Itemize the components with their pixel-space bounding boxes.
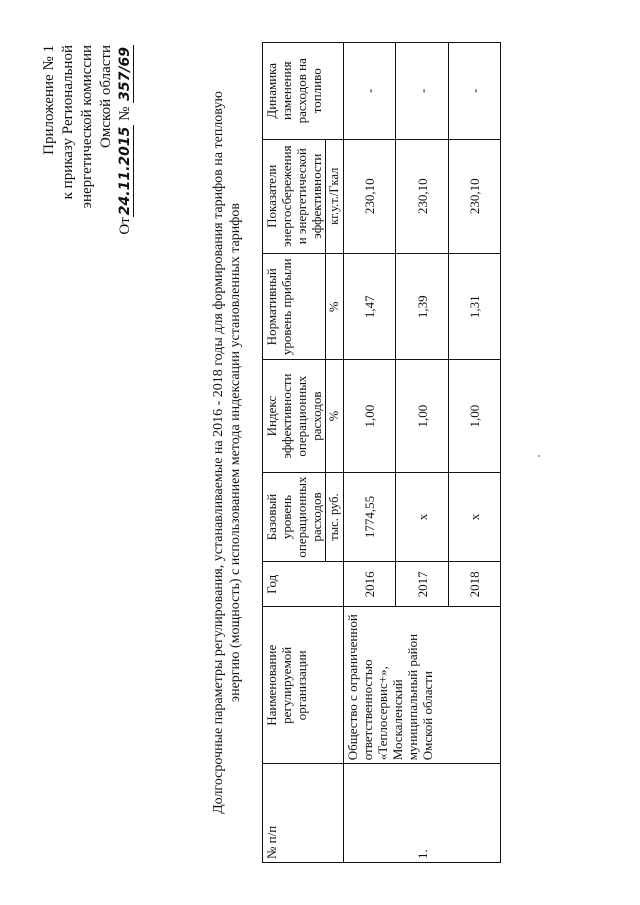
cell-year: 2016 [344, 562, 396, 607]
cell-base: x [449, 472, 501, 562]
appendix-header [40, 45, 135, 235]
appendix-order-ref: к приказу Региональной [60, 45, 76, 200]
cell-year: 2018 [449, 562, 501, 607]
cell-fuel: - [449, 43, 501, 140]
unit-index: % [326, 360, 344, 472]
row-num: 1. [344, 764, 501, 863]
parameters-table-wrapper [262, 42, 501, 863]
document-title [210, 45, 244, 860]
appendix-title: Приложение № 1 [41, 45, 57, 155]
unit-profit: % [326, 253, 344, 360]
date-prefix: От [117, 217, 133, 235]
cell-energy: 230,10 [344, 139, 396, 253]
cell-fuel: - [396, 43, 449, 140]
cell-energy: 230,10 [396, 139, 449, 253]
title-line-1: Долгосрочные параметры регулирования, устанавливаемые на 2016 - 2018 годы для формирования тарифов на тепловую [211, 91, 226, 814]
cell-index: 1,00 [344, 360, 396, 472]
unit-base: тыс. руб. [326, 472, 344, 562]
table-row [344, 43, 396, 863]
header-num: № п/п [263, 764, 344, 863]
header-base: Базовый уровень операционных расходов [263, 472, 326, 562]
cell-base: 1774,55 [344, 472, 396, 562]
header-index: Индекс эффективности операционных расходов [263, 360, 326, 472]
appendix-date-number [116, 45, 135, 235]
cell-index: 1,00 [396, 360, 449, 472]
cell-index: 1,00 [449, 360, 501, 472]
handwritten-date: 24.11.2015 [117, 126, 133, 216]
cell-energy: 230,10 [449, 139, 501, 253]
handwritten-number: 357/69 [117, 47, 133, 101]
scan-speck [538, 455, 540, 457]
header-fuel: Динамика изменения расходов на топливо [263, 43, 344, 140]
header-org: Наименование регулируемой организации [263, 607, 344, 764]
cell-profit: 1,47 [344, 253, 396, 360]
number-prefix: № [117, 106, 133, 121]
header-year: Год [263, 562, 344, 607]
header-profit: Нормативный уровень прибыли [263, 253, 326, 360]
cell-year: 2017 [396, 562, 449, 607]
unit-energy: кг.у.т./Гкал [326, 139, 344, 253]
cell-fuel: - [344, 43, 396, 140]
header-row [263, 43, 326, 863]
appendix-commission: энергетической комиссии [79, 45, 95, 209]
cell-profit: 1,39 [396, 253, 449, 360]
header-energy: Показатели энергосбережения и энергетической эффективности [263, 139, 326, 253]
cell-profit: 1,31 [449, 253, 501, 360]
appendix-region: Омской области [98, 45, 114, 148]
title-line-2: энергию (мощность) с использованием метода индексации установленных тарифов [228, 203, 243, 702]
org-name: Общество с ограниченной ответственностью «Теплосервис+», Москаленский муниципальный район Омской области [344, 607, 501, 764]
parameters-table [262, 42, 501, 863]
cell-base: x [396, 472, 449, 562]
